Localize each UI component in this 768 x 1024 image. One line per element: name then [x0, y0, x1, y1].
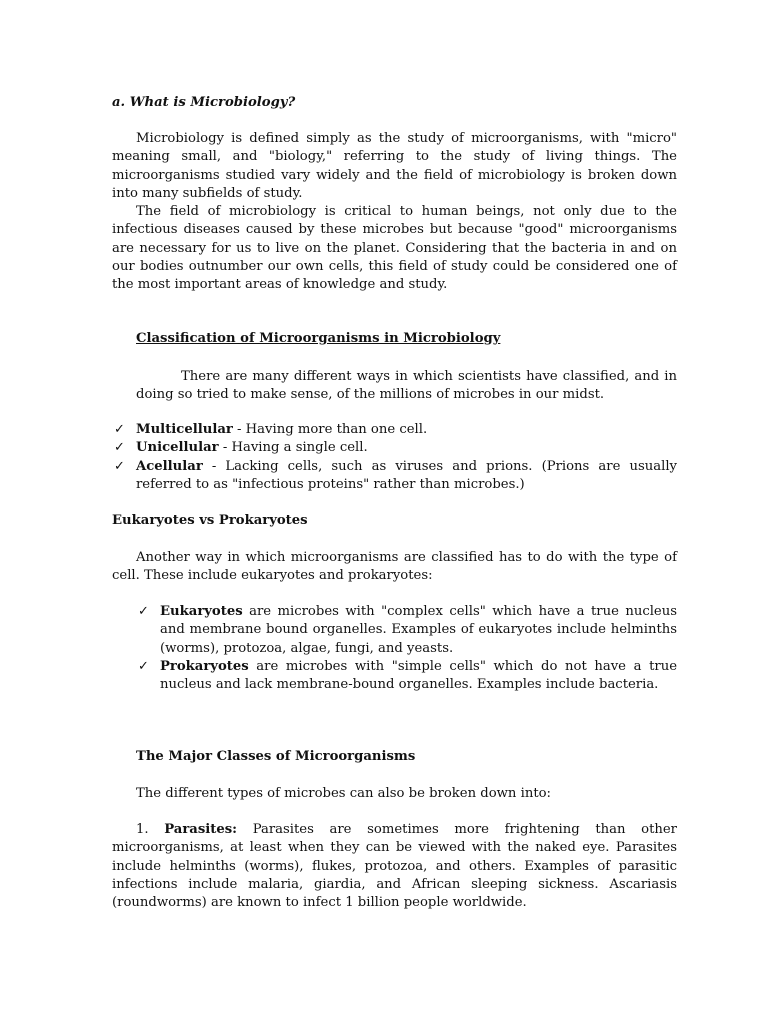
term-label: Multicellular: [136, 422, 233, 437]
term-label: Eukaryotes: [160, 604, 243, 619]
checkmark-icon: ✓: [114, 458, 125, 474]
term-description: - Lacking cells, such as viruses and prions. (Prions are usually referred to as "infectious proteins" rather than microbes.): [136, 458, 677, 492]
classification-list: [112, 421, 677, 494]
list-item-multicellular: [112, 421, 677, 439]
term-label: Unicellular: [136, 440, 219, 456]
list-item-eukaryotes: [136, 603, 677, 658]
cell-type-list: [136, 603, 677, 694]
section-title-what-is-microbiology: a. What is Microbiology?: [112, 95, 296, 110]
term-description: Parasites are sometimes more frightening than other microorganisms, at least when they can be viewed with the naked eye. Parasites include helminths (worms), flukes, protozoa, and others. Examples of parasitic infections include malaria, giardia, and African sleeping sickness. Ascariasis (roundworms) are known to infect 1 billion people worldwide.: [112, 822, 677, 911]
checkmark-icon: ✓: [138, 658, 149, 674]
checkmark-icon: ✓: [114, 422, 125, 437]
term-description: are microbes with "simple cells" which do not have a true nucleus and lack membrane-bound organelles. Examples include bacteria.: [160, 658, 677, 693]
paragraph-major-classes-intro: The different types of microbes can also be broken down into:: [136, 786, 552, 801]
term-label: Parasites:: [164, 822, 238, 837]
term-description: - Having a single cell.: [218, 440, 368, 456]
term-description: are microbes with "complex cells" which have a true nucleus and membrane bound organelles. Examples of eukaryotes include helminths (worms), protozoa, algae, fungi, and yeasts.: [160, 604, 677, 656]
paragraph-parasites: [112, 821, 677, 912]
item-number: 1.: [136, 822, 165, 837]
list-item-unicellular: [112, 439, 677, 457]
checkmark-icon: ✓: [138, 604, 149, 619]
checkmark-icon: ✓: [114, 440, 125, 456]
term-description: - Having more than one cell.: [232, 422, 428, 437]
term-label: Acellular: [136, 458, 203, 474]
list-item-prokaryotes: [136, 658, 677, 695]
list-item-acellular: [112, 458, 677, 495]
term-label: Prokaryotes: [160, 658, 249, 674]
paragraph-cell-type-intro: Another way in which microorganisms are classified has to do with the type of cell. These include eukaryotes and prokaryotes:: [112, 550, 677, 584]
section-title-classification: Classification of Microorganisms in Microbiology: [136, 331, 501, 346]
section-title-eukaryotes-vs-prokaryotes: Eukaryotes vs Prokaryotes: [112, 513, 308, 528]
paragraph-definition: Microbiology is defined simply as the study of microorganisms, with "micro" meaning small, and "biology," referring to the study of living things. The microorganisms studied vary widely and the field of microbiology is broken down into many subfields of study.: [112, 131, 677, 201]
paragraph-classification-intro: There are many different ways in which scientists have classified, and in doing so tried to make sense, of the millions of microbes in our midst.: [136, 369, 677, 403]
paragraph-importance: The field of microbiology is critical to human beings, not only due to the infectious diseases caused by these microbes but because "good" microorganisms are necessary for us to live on the planet. Considering that the bacteria in and on our bodies outnumber our own cells, this field of study could be considered one of the most important areas of knowledge and study.: [112, 204, 677, 293]
section-title-major-classes: The Major Classes of Microorganisms: [136, 749, 416, 764]
